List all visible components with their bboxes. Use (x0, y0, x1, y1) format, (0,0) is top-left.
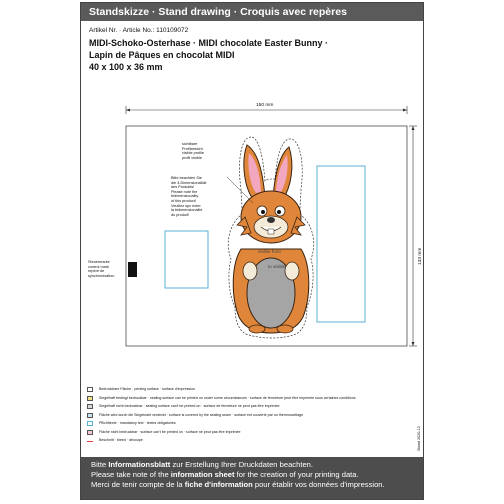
legend-swatch (87, 396, 93, 401)
height-dimension (409, 126, 417, 346)
mandatory-text-box-right (317, 166, 365, 322)
legend-item (87, 429, 417, 438)
legend-item (87, 386, 417, 395)
legend-label: Pflichttexte · mandatory text · textes obligatoires (99, 421, 176, 425)
legend-item (87, 395, 417, 404)
legend-label: Fläche wird durch die Siegelnaht verdeckt · surface is covered by the sealing seam · surface est couverte par un thermoscellage (99, 412, 304, 417)
product-title-line-1: MIDI-Schoko-Osterhase · MIDI chocolate Easter Bunny · (89, 38, 329, 48)
legend-item (87, 412, 417, 421)
width-dimension-label: 150 mm (256, 103, 274, 108)
height-dimension-label: 133 mm (418, 247, 423, 265)
header-bar: Standskizze · Stand drawing · Croquis avec repères (81, 3, 423, 21)
product-title-line-3: 40 x 100 x 36 mm (89, 62, 163, 72)
legend-label: Beschnitt · bleed · découpe (99, 438, 143, 442)
product-title-line-2: Lapin de Pâques en chocolat MIDI (89, 50, 235, 60)
footer-line-en: Please take note of the information sheet for the creation of your printing data. (91, 470, 359, 479)
bunny-overlay-line-1: visible front (258, 249, 281, 254)
legend-label: Fläche nicht bedruckbar · surface can't be printed on · surface ne peut pas être imprimée (99, 429, 241, 434)
legend-swatch (87, 430, 93, 435)
legend-item (87, 437, 417, 446)
control-mark-label: Steuermarke control mark repère de synchronisation (88, 260, 115, 278)
legend-swatch (87, 413, 93, 418)
legend-swatch (87, 441, 93, 442)
tridimensionality-note: Bitte beachten Sie die 3-Dimensionalität des Produkts! Please note the tridimensionality of this product! Veuillez spv noter la tridimensionalité du produit! (171, 176, 207, 217)
footer-line-fr: Merci de tenir compte de la fiche d'information pour établir vos données d'impression. (91, 480, 385, 489)
bunny-overlay-line-2: to visible (268, 264, 286, 269)
legend (87, 386, 417, 446)
legend-swatch (87, 404, 93, 409)
legend-swatch (87, 387, 93, 392)
legend-item (87, 420, 417, 429)
legend-label: Siegelhaft nicht bedruckbar · sealing surface can't be printed on · surface de fermeture ne peut pas être imprimée (99, 404, 280, 408)
legend-label: Bedruckbare Fläche · printing surface · surface d'impression (99, 387, 195, 391)
footer-info-bar (81, 457, 423, 499)
legend-label: Siegelhaft bedingt bedruckbar · sealing surface can be printed on under some circumstances · surface de fermeture peut être imprimée sous certaines conditions (99, 395, 356, 400)
control-mark (128, 262, 137, 277)
legend-swatch (87, 421, 93, 426)
article-number: Artikel Nr. · Article No.: 110109072 (89, 27, 189, 34)
mandatory-text-box-left (165, 231, 208, 288)
footer-line-de: Bitte Informationsblatt zur Erstellung Ihrer Druckdaten beachten. (91, 460, 313, 469)
stand-drawing-sheet (80, 2, 424, 500)
legend-item (87, 403, 417, 412)
technical-drawing (81, 3, 423, 403)
side-note: Stand 2020-12 (417, 426, 421, 451)
profile-note: sichtbare Profilansicht visible profile profil visible (182, 142, 204, 160)
